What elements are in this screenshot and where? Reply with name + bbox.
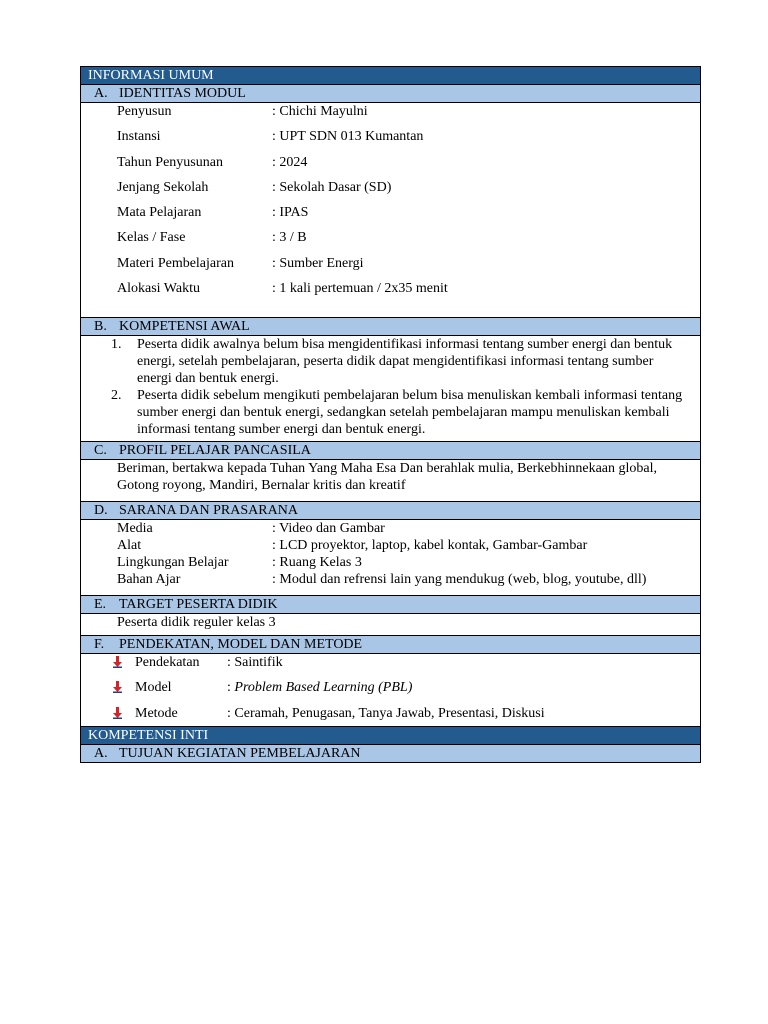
profil-body (81, 460, 701, 502)
target-body (81, 614, 701, 636)
section-letter: A. (94, 86, 108, 101)
list-number: 2. (111, 388, 122, 403)
profil-text: Beriman, bertakwa kepada Tuhan Yang Maha Esa Dan berahlak mulia, Berkebhinnekaan global, Gotong royong, Mandiri, Bernalar kritis dan kreatif (117, 461, 658, 493)
section-title: TARGET PESERTA DIDIK (119, 597, 278, 612)
down-arrow-bullet-icon (113, 656, 122, 668)
identitas-value: : 2024 (272, 155, 308, 170)
identitas-label: Mata Pelajaran (117, 205, 202, 220)
identitas-value: : UPT SDN 013 Kumantan (272, 129, 424, 144)
sarana-value: : Modul dan refrensi lain yang mendukug (web, blog, youtube, dll) (272, 572, 647, 587)
list-text: Peserta didik awalnya belum bisa mengidentifikasi informasi tentang sumber energi dan bentuk energi, setelah pembelajaran, peserta didik dapat mengidentifikasi informasi tentang sumber energi dan bentuk energi. (137, 337, 673, 386)
model-sep: : (227, 680, 235, 695)
section-letter: A. (94, 746, 108, 761)
model-label: Model (135, 680, 172, 695)
pendekatan-value (227, 654, 283, 671)
section-pendekatan-header (81, 636, 701, 654)
metode-value-text: Ceramah, Penugasan, Tanya Jawab, Presentasi, Diskusi (234, 706, 545, 721)
identitas-value: : Sumber Energi (272, 256, 364, 271)
identitas-label: Alokasi Waktu (117, 281, 200, 296)
down-arrow-bullet-icon (113, 681, 122, 693)
pendekatan-sep: : (227, 655, 235, 670)
section-kompetensi-awal-header (81, 318, 701, 336)
section-letter: C. (94, 443, 107, 458)
target-text: Peserta didik reguler kelas 3 (117, 615, 276, 630)
pendekatan-label: Pendekatan (135, 655, 200, 670)
identitas-value: : Chichi Mayulni (272, 104, 368, 119)
sarana-label: Alat (117, 538, 142, 553)
identitas-value: : 1 kali pertemuan / 2x35 menit (272, 281, 448, 296)
section-kompetensi-inti (81, 727, 701, 745)
section-letter: E. (94, 597, 107, 612)
identitas-label: Tahun Penyusunan (117, 155, 223, 170)
list-item (81, 336, 700, 387)
section-title: SARANA DAN PRASARANA (119, 503, 298, 518)
module-table (80, 66, 701, 763)
identitas-value: : Sekolah Dasar (SD) (272, 180, 392, 195)
pendekatan-body (81, 654, 701, 727)
identitas-value: : 3 / B (272, 230, 307, 245)
sarana-label: Lingkungan Belajar (117, 555, 229, 570)
section-letter: B. (94, 319, 107, 334)
section-tujuan-header (81, 745, 701, 763)
section-title: PENDEKATAN, MODEL DAN METODE (119, 637, 363, 652)
section-title: TUJUAN KEGIATAN PEMBELAJARAN (119, 746, 361, 761)
kompetensi-awal-list (81, 336, 700, 441)
list-number: 1. (111, 337, 122, 352)
list-text: Peserta didik sebelum mengikuti pembelajaran belum bisa menuliskan kembali informasi tentang sumber energi dan bentuk energi, sedangkan setelah pembelajaran mampu menuliskan kembali informasi tentang sumber energi dan bentuk energi. (137, 388, 683, 437)
section-profil-header (81, 442, 701, 460)
pendekatan-value-text: Saintifik (234, 655, 283, 670)
kompetensi-awal-body (81, 336, 701, 442)
section-sarana-header (81, 502, 701, 520)
metode-value (227, 705, 545, 722)
metode-label: Metode (135, 706, 178, 721)
section-informasi-umum (81, 67, 701, 85)
identitas-value: : IPAS (272, 205, 309, 220)
identitas-label: Kelas / Fase (117, 230, 186, 245)
sarana-value: : LCD proyektor, laptop, kabel kontak, Gambar-Gambar (272, 538, 588, 553)
identitas-body (81, 103, 701, 318)
model-value-text: Problem Based Learning (PBL) (234, 680, 413, 695)
list-item (81, 387, 700, 438)
identitas-label: Materi Pembelajaran (117, 256, 235, 271)
identitas-label: Instansi (117, 129, 161, 144)
identitas-label: Penyusun (117, 104, 172, 119)
section-title: PROFIL PELAJAR PANCASILA (119, 443, 311, 458)
sarana-value: : Video dan Gambar (272, 521, 385, 536)
model-value (227, 679, 412, 696)
section-letter: F. (94, 637, 105, 652)
sarana-label: Bahan Ajar (117, 572, 181, 587)
metode-sep: : (227, 706, 235, 721)
kompetensi-inti-title: KOMPETENSI INTI (88, 728, 209, 743)
section-letter: D. (94, 503, 108, 518)
down-arrow-bullet-icon (113, 707, 122, 719)
sarana-body (81, 520, 701, 596)
module-document (80, 66, 701, 763)
section-identitas-modul-header (81, 85, 701, 103)
sarana-label: Media (117, 521, 153, 536)
section-title: KOMPETENSI AWAL (119, 319, 250, 334)
sarana-value: : Ruang Kelas 3 (272, 555, 362, 570)
section-target-header (81, 596, 701, 614)
section-title: IDENTITAS MODUL (119, 86, 246, 101)
identitas-label: Jenjang Sekolah (117, 180, 209, 195)
informasi-umum-title: INFORMASI UMUM (88, 68, 214, 83)
